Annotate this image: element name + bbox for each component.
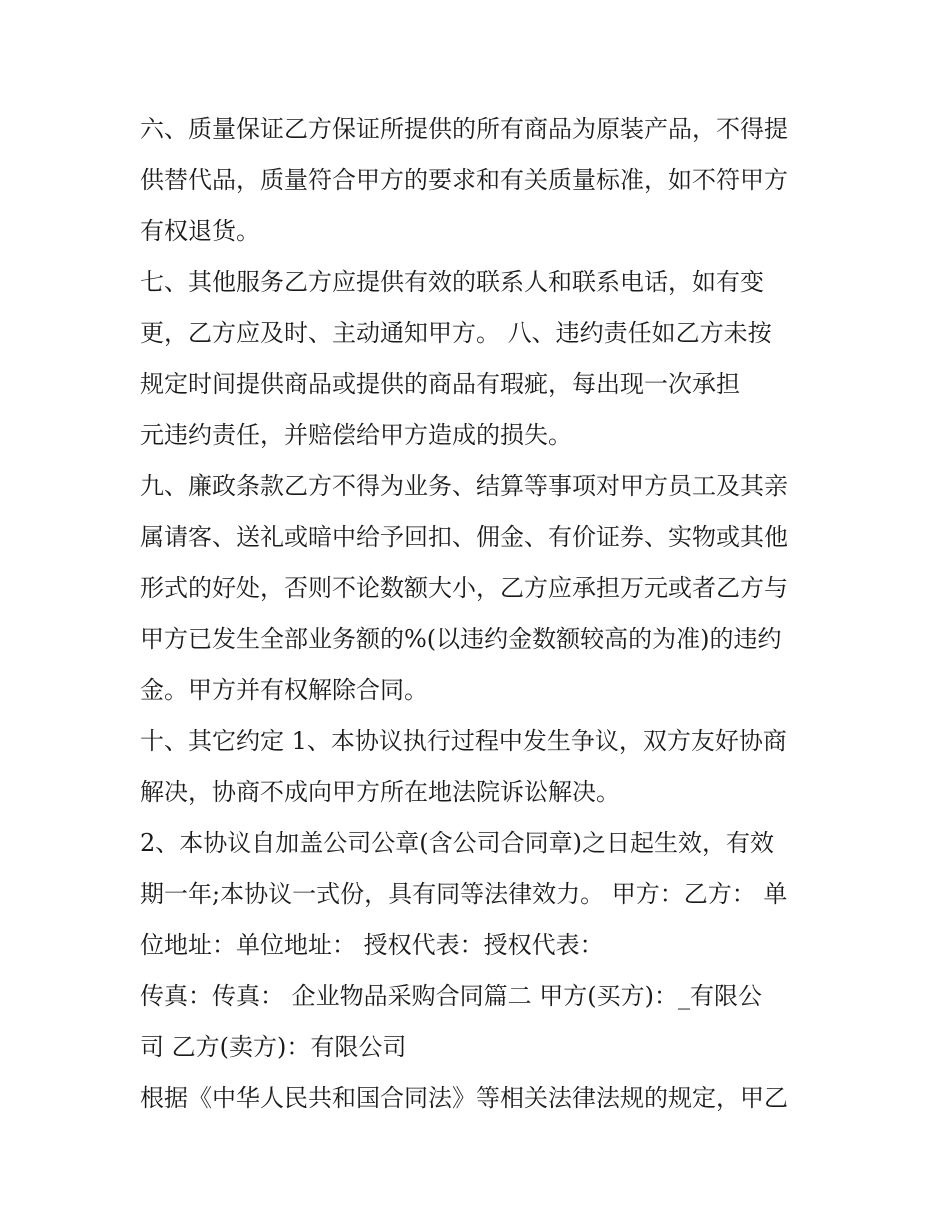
text-line: 根据《中华人民共和国合同法》等相关法律法规的规定，甲乙 (140, 1084, 788, 1112)
text-line: 规定时间提供商品或提供的商品有瑕疵，每出现一次承担 (140, 370, 740, 398)
text-line: 九、廉政条款乙方不得为业务、结算等事项对甲方员工及其亲 (140, 472, 788, 500)
text-line: 有权退货。 (140, 217, 260, 245)
text-line: 位地址：单位地址： 授权代表：授权代表： (140, 931, 604, 959)
text-line: 形式的好处，否则不论数额大小，乙方应承担万元或者乙方与 (140, 574, 788, 602)
text-line: 传真：传真： 企业物品采购合同篇二 甲方(买方)：_有限公 (140, 982, 762, 1010)
text-line: 金。甲方并有权解除合同。 (140, 676, 428, 704)
text-line: 七、其他服务乙方应提供有效的联系人和联系电话，如有变 (140, 268, 764, 296)
text-line: 属请客、送礼或暗中给予回扣、佣金、有价证券、实物或其他 (140, 523, 788, 551)
text-line: 甲方已发生全部业务额的%(以违约金数额较高的为准)的违约 (140, 625, 782, 653)
text-line: 2、本协议自加盖公司公章(含公司合同章)之日起生效，有效 (140, 829, 774, 857)
text-line: 更，乙方应及时、主动通知甲方。 八、违约责任如乙方未按 (140, 319, 772, 347)
text-line: 司 乙方(卖方)：有限公司 (140, 1033, 407, 1061)
document-body (140, 104, 820, 1124)
text-line: 解决，协商不成向甲方所在地法院诉讼解决。 (140, 778, 620, 806)
text-line: 元违约责任，并赔偿给甲方造成的损失。 (140, 421, 572, 449)
text-line: 六、质量保证乙方保证所提供的所有商品为原装产品，不得提 (140, 115, 788, 143)
text-line: 供替代品，质量符合甲方的要求和有关质量标准，如不符甲方 (140, 166, 788, 194)
text-line: 十、其它约定 1、本协议执行过程中发生争议，双方友好协商 (140, 727, 787, 755)
text-line: 期一年;本协议一式份，具有同等法律效力。 甲方：乙方： 单 (140, 880, 788, 908)
